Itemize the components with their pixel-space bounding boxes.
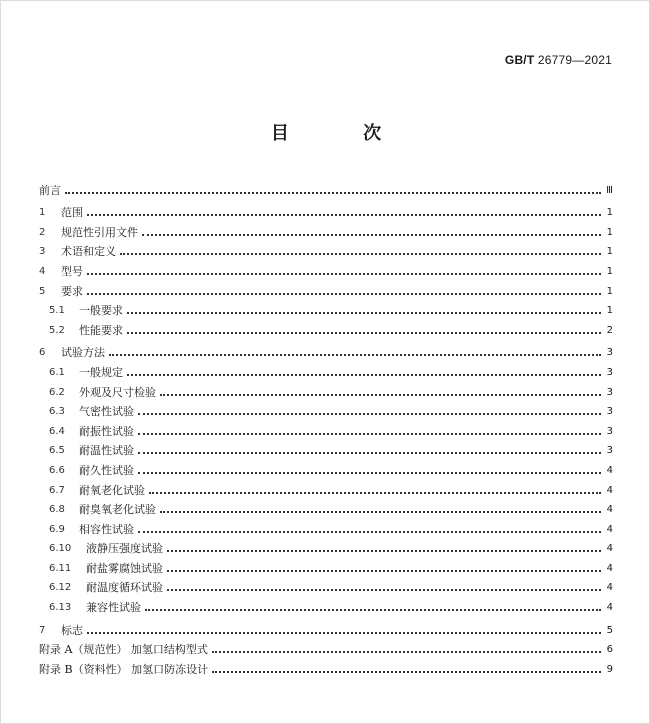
toc-entry-title: 兼容性试验 — [86, 601, 141, 615]
toc-entry-number: 3 — [39, 246, 46, 258]
toc-entry[interactable] — [39, 576, 613, 596]
dot-leader — [127, 311, 601, 314]
toc-entry-title: 试验方法 — [61, 346, 105, 360]
standard-code-number: 26779—2021 — [537, 53, 612, 67]
toc-entry-number: 6.9 — [49, 523, 65, 535]
toc-entry-number: 6.8 — [49, 504, 65, 516]
toc-entry-page-number: 1 — [606, 285, 613, 297]
toc-entry[interactable] — [39, 419, 613, 439]
toc-entry-title: 附录 B（资料性） 加氢口防冻设计 — [39, 662, 209, 676]
dot-leader — [127, 373, 601, 376]
toc-entry-page-number: 1 — [606, 207, 613, 219]
toc-entry-number: 6.10 — [49, 543, 72, 555]
dot-leader — [87, 292, 601, 295]
standard-code-prefix: GB/T — [504, 53, 535, 67]
dot-leader — [138, 530, 601, 533]
toc-entry-number: 6.1 — [49, 366, 65, 378]
toc-entry-page-number: 3 — [606, 445, 613, 457]
toc-entry-number: 6.4 — [49, 425, 65, 437]
dot-leader — [109, 353, 601, 356]
toc-entry[interactable] — [39, 498, 613, 518]
toc-entry-title: 附录 A（规范性） 加氢口结构型式 — [39, 643, 208, 657]
page-title: 目 次 — [270, 123, 416, 144]
toc-entry[interactable] — [39, 178, 613, 198]
dot-leader — [87, 272, 601, 275]
toc-entry[interactable] — [39, 657, 613, 677]
dot-leader — [160, 393, 601, 396]
toc-entry-number: 6.6 — [49, 464, 65, 476]
toc-entry[interactable] — [39, 400, 613, 420]
toc-entry[interactable] — [39, 458, 613, 478]
toc-entry-page-number: 1 — [606, 246, 613, 258]
toc-entry-page-number: 4 — [606, 504, 613, 516]
toc-entry-number: 5 — [39, 285, 46, 297]
toc-entry[interactable] — [39, 478, 613, 498]
toc-entry-title: 型号 — [61, 264, 83, 278]
toc-entry[interactable] — [39, 259, 613, 279]
dot-leader — [138, 471, 601, 474]
toc-entry-page-number: 1 — [606, 226, 613, 238]
toc-entry[interactable] — [39, 380, 613, 400]
dot-leader — [138, 412, 601, 415]
toc-entry[interactable] — [39, 240, 613, 260]
toc-entry[interactable] — [39, 279, 613, 299]
toc-entry[interactable] — [39, 595, 613, 615]
dot-leader — [167, 569, 601, 572]
toc-entry-number: 6.11 — [49, 562, 72, 574]
dot-leader — [87, 213, 601, 216]
toc-entry-page-number: 3 — [606, 425, 613, 437]
toc-entry-number: 4 — [39, 265, 46, 277]
toc-entry-page-number: 1 — [606, 265, 613, 277]
dot-leader — [138, 432, 601, 435]
toc-entry[interactable] — [39, 556, 613, 576]
toc-entry-title: 一般规定 — [79, 365, 123, 379]
toc-entry[interactable] — [39, 341, 613, 361]
toc-entry[interactable] — [39, 537, 613, 557]
toc-entry[interactable] — [39, 439, 613, 459]
toc-entry[interactable] — [39, 220, 613, 240]
toc-entry-page-number: 3 — [606, 347, 613, 359]
toc-entry-number: 6.12 — [49, 582, 72, 594]
dot-leader — [212, 670, 601, 673]
toc-entry-title: 耐温性试验 — [79, 444, 134, 458]
toc-entry[interactable] — [39, 638, 613, 658]
toc-entry-number: 5.2 — [49, 324, 65, 336]
toc-entry-page-number: 4 — [606, 602, 613, 614]
toc-entry-page-number: 3 — [606, 406, 613, 418]
toc-entry-page-number: 4 — [606, 484, 613, 496]
toc-entry-title: 液静压强度试验 — [86, 542, 163, 556]
toc-entry-number: 6.13 — [49, 602, 72, 614]
toc-entry-title: 外观及尺寸检验 — [79, 385, 156, 399]
toc-entry-title: 耐盐雾腐蚀试验 — [86, 561, 163, 575]
toc-entry-number: 7 — [39, 624, 46, 636]
toc-entry-page-number: 4 — [606, 543, 613, 555]
dot-leader — [127, 331, 601, 334]
toc-entry[interactable] — [39, 517, 613, 537]
toc-entry-page-number: 9 — [606, 663, 613, 675]
dot-leader — [149, 491, 601, 494]
toc-entry-page-number: 4 — [606, 523, 613, 535]
toc-entry-title: 耐臭氧老化试验 — [79, 503, 156, 517]
toc-entry-page-number: 6 — [606, 644, 613, 656]
toc-entry-number: 6 — [39, 347, 46, 359]
toc-entry-number: 6.2 — [49, 386, 65, 398]
toc-entry[interactable] — [39, 318, 613, 338]
dot-leader — [120, 252, 601, 255]
toc-entry-number: 5.1 — [49, 305, 65, 317]
dot-leader — [142, 233, 601, 236]
toc-entry[interactable] — [39, 299, 613, 319]
toc-entry-title: 耐振性试验 — [79, 424, 134, 438]
toc-entry-number: 6.5 — [49, 445, 65, 457]
toc-entry-number: 6.3 — [49, 406, 65, 418]
toc-entry-title: 一般要求 — [79, 304, 123, 318]
dot-leader — [212, 650, 601, 653]
toc-entry-page-number: 4 — [606, 582, 613, 594]
toc-entry-page-number: 3 — [606, 386, 613, 398]
toc-entry-title: 要求 — [61, 284, 83, 298]
toc-entry-page-number: 3 — [606, 366, 613, 378]
dot-leader — [87, 631, 601, 634]
toc-entry-page-number: 4 — [606, 562, 613, 574]
toc-entry-title: 术语和定义 — [61, 245, 116, 259]
dot-leader — [65, 191, 601, 194]
toc-entry-title: 耐温度循环试验 — [86, 581, 163, 595]
toc-entry-title: 耐久性试验 — [79, 463, 134, 477]
toc-entry-page-number: 4 — [606, 464, 613, 476]
toc-entry[interactable] — [39, 618, 613, 638]
table-of-contents — [39, 178, 613, 677]
toc-entry-page-number: 2 — [606, 324, 613, 336]
dot-leader — [160, 510, 601, 513]
toc-entry-title: 耐氧老化试验 — [79, 483, 145, 497]
dot-leader — [167, 549, 601, 552]
toc-entry-page-number: 1 — [606, 305, 613, 317]
toc-entry-title: 性能要求 — [79, 323, 123, 337]
toc-entry-title: 气密性试验 — [79, 405, 134, 419]
dot-leader — [145, 608, 601, 611]
toc-entry-page-number: Ⅲ — [606, 184, 613, 196]
toc-entry[interactable] — [39, 201, 613, 221]
toc-entry-title: 规范性引用文件 — [61, 225, 138, 239]
dot-leader — [138, 451, 601, 454]
toc-entry[interactable] — [39, 360, 613, 380]
toc-entry-number: 2 — [39, 226, 46, 238]
toc-entry-title: 前言 — [39, 183, 61, 197]
toc-entry-number: 1 — [39, 207, 46, 219]
toc-entry-page-number: 5 — [606, 624, 613, 636]
toc-entry-title: 相容性试验 — [79, 522, 134, 536]
toc-entry-title: 范围 — [61, 206, 83, 220]
toc-entry-number: 6.7 — [49, 484, 65, 496]
toc-entry-title: 标志 — [61, 623, 83, 637]
standard-code — [505, 53, 612, 67]
dot-leader — [167, 588, 601, 591]
